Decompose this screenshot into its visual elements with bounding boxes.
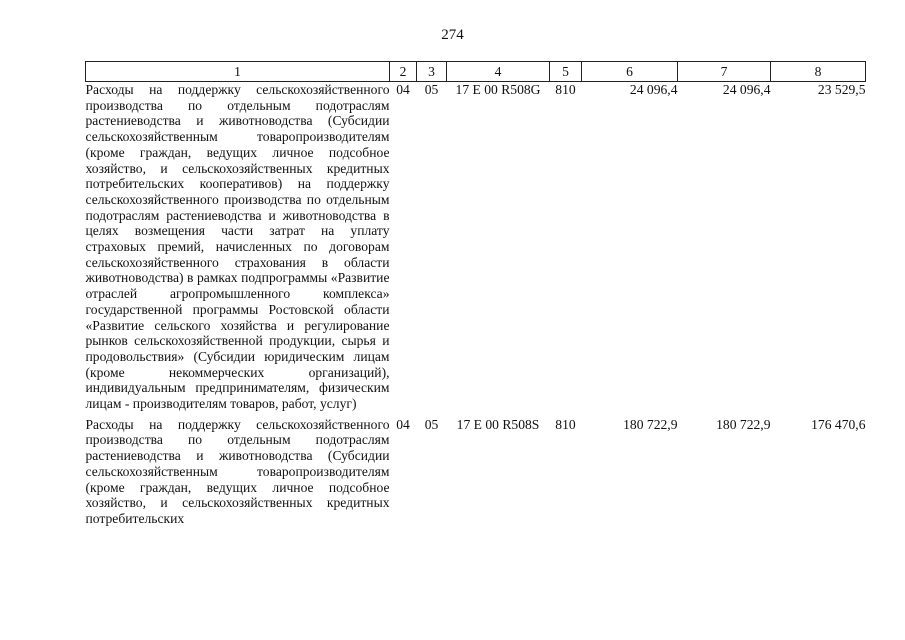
column-header-8: 8 [771,62,866,82]
column-header-3: 3 [417,62,447,82]
cell-amount-7: 180 722,9 [716,416,771,432]
column-header-6: 6 [582,62,678,82]
column-header-4: 4 [447,62,550,82]
table-row [86,412,866,527]
cell-section: 04 [396,416,410,432]
cell-amount-8: 23 529,5 [817,82,866,97]
cell-section: 04 [396,82,410,97]
cell-amount-7: 24 096,4 [722,82,771,97]
column-header-7: 7 [678,62,771,82]
cell-subsection: 05 [424,82,439,97]
page-number: 274 [441,27,464,43]
cell-target-article: 17 Е 00 R508G [455,82,541,97]
budget-table [85,61,866,527]
cell-target-article: 17 Е 00 R508S [456,416,540,432]
column-header-1: 1 [86,62,390,82]
row-description: Расходы на поддержку сельскохозяйственного производства по отдельным подотраслям растениеводства и животноводства (Субсидии сельскохозяйственным товаропроизводителям (кроме граждан, ведущих личное подсобное хозяйство, и сельскохозяйственных кредитных потребительских кооперативов) на поддержку сельскохозяйственного производства по отдельным подотраслям растениеводства и животноводства в целях возмещения части затрат на уплату страховых премий, начисленных по договорам сельскохозяйственного страхования в области животноводства) в рамках подпрограммы «Развитие отраслей агропромышленного комплекса» государственной программы Ростовской области «Развитие сельского хозяйства и регулирование рынков сельскохозяйственной продукции, сырья и продовольствия» (Субсидии юридическим лицам (кроме некоммерческих организаций), индивидуальным предпринимателям, физическим лицам - производителям товаров, работ, услуг) [85,82,390,412]
cell-amount-6: 180 722,9 [623,416,678,432]
cell-subsection: 05 [424,416,439,432]
table-header-row [86,62,866,82]
table-row [86,82,866,412]
cell-amount-8: 176 470,6 [811,416,866,432]
row-description: Расходы на поддержку сельскохозяйственного производства по отдельным подотраслям растениеводства и животноводства (Субсидии сельскохозяйственным товаропроизводителям (кроме граждан, ведущих личное подсобное хозяйство, и сельскохозяйственных кредитных потребительских [85,416,390,526]
column-header-5: 5 [550,62,582,82]
cell-expense-type: 810 [555,82,576,97]
cell-expense-type: 810 [555,416,576,432]
cell-amount-6: 24 096,4 [629,82,678,97]
column-header-2: 2 [390,62,417,82]
